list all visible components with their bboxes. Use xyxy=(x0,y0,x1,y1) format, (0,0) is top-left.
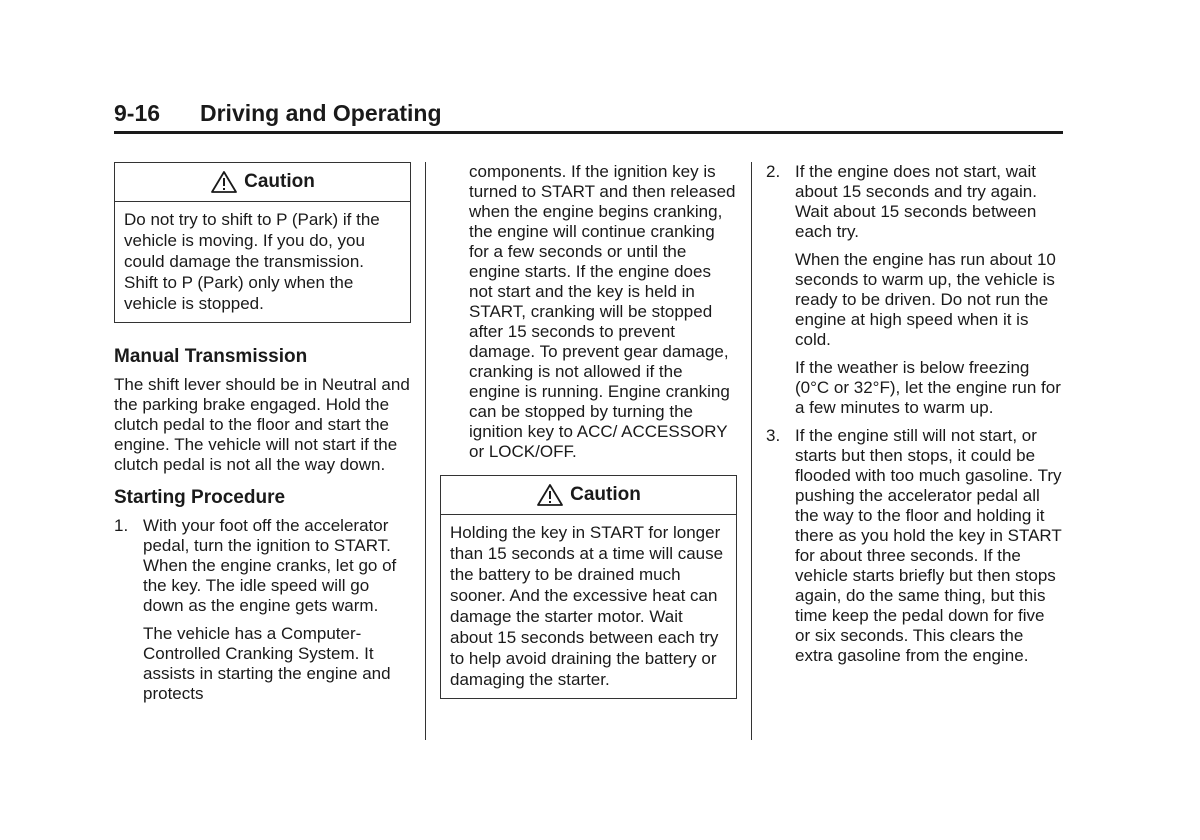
step-number: 1. xyxy=(114,516,129,535)
step-number: 2. xyxy=(766,162,781,181)
step-number: 3. xyxy=(766,426,781,445)
caution-title: Caution xyxy=(244,171,315,192)
caution-header xyxy=(441,476,736,515)
continued-text: components. If the ignition key is turned to START and then released when the engine begins cranking, the engine will continue cranking for a few seconds or until the engine starts. If the engine does not start and the key is held in START, cranking will be stopped after 15 seconds to prevent damage. To prevent gear damage, cranking is not allowed if the engine is running. Engine cranking can be stopped by turning the ignition key to ACC/ ACCESSORY or LOCK/OFF. xyxy=(469,162,736,461)
caution-title: Caution xyxy=(570,484,641,505)
column-1 xyxy=(114,162,411,704)
list-item-step-1 xyxy=(114,516,411,704)
list-item-step-3 xyxy=(766,426,1063,666)
list-item-step-2 xyxy=(766,162,1063,418)
column-2 xyxy=(440,162,737,699)
caution-header xyxy=(115,163,410,202)
section-heading-starting-procedure: Starting Procedure xyxy=(114,487,286,508)
warning-triangle-icon xyxy=(210,170,238,194)
caution-box xyxy=(440,475,737,699)
caution-text: Do not try to shift to P (Park) if the vehicle is moving. If you do, you could damage the transmission. Shift to P (Park) only when the vehicle is stopped. xyxy=(124,210,380,313)
column-divider xyxy=(751,162,752,740)
manual-transmission-text: The shift lever should be in Neutral and the parking brake engaged. Hold the clutch pedal to the floor and start the engine. The vehicle will not start if the clutch pedal is not all the way down. xyxy=(114,375,410,474)
page-header xyxy=(114,98,1063,134)
step-text: With your foot off the accelerator pedal, turn the ignition to START. When the engine cranks, let go of the key. The idle speed will go down as the engine gets warm. xyxy=(143,516,397,615)
step-text: If the engine still will not start, or starts but then stops, it could be flooded with too much gasoline. Try pushing the accelerator pedal all the way to the floor and holding it there as you hold the key in START for about three seconds. If the vehicle starts briefly but then stops again, do the same thing, but this time keep the pedal down for five or six seconds. This clears the extra gasoline from the engine. xyxy=(795,426,1062,665)
step-text: If the engine does not start, wait about 15 seconds and try again. Wait about 15 seconds between each try. xyxy=(795,162,1037,241)
list-item-step-1-continued xyxy=(440,162,737,462)
step-note: If the weather is below freezing (0°C or 32°F), let the engine run for a few minutes to warm up. xyxy=(795,358,1061,417)
page-number: 9-16 xyxy=(114,100,161,126)
caution-box xyxy=(114,162,411,323)
caution-text: Holding the key in START for longer than 15 seconds at a time will cause the battery to be drained much sooner. And the excessive heat can damage the starter motor. Wait about 15 seconds between each try to help avoid draining the battery or damaging the starter. xyxy=(450,523,724,689)
step-note: When the engine has run about 10 seconds to warm up, the vehicle is ready to be driven. Do not run the engine at high speed when it is cold. xyxy=(795,250,1056,349)
chapter-title: Driving and Operating xyxy=(200,100,442,126)
section-heading-manual-transmission: Manual Transmission xyxy=(114,346,308,367)
column-divider xyxy=(425,162,426,740)
warning-triangle-icon xyxy=(536,483,564,507)
step-note: The vehicle has a Computer-Controlled Cranking System. It assists in starting the engine and protects xyxy=(143,624,391,703)
column-3 xyxy=(766,162,1063,666)
